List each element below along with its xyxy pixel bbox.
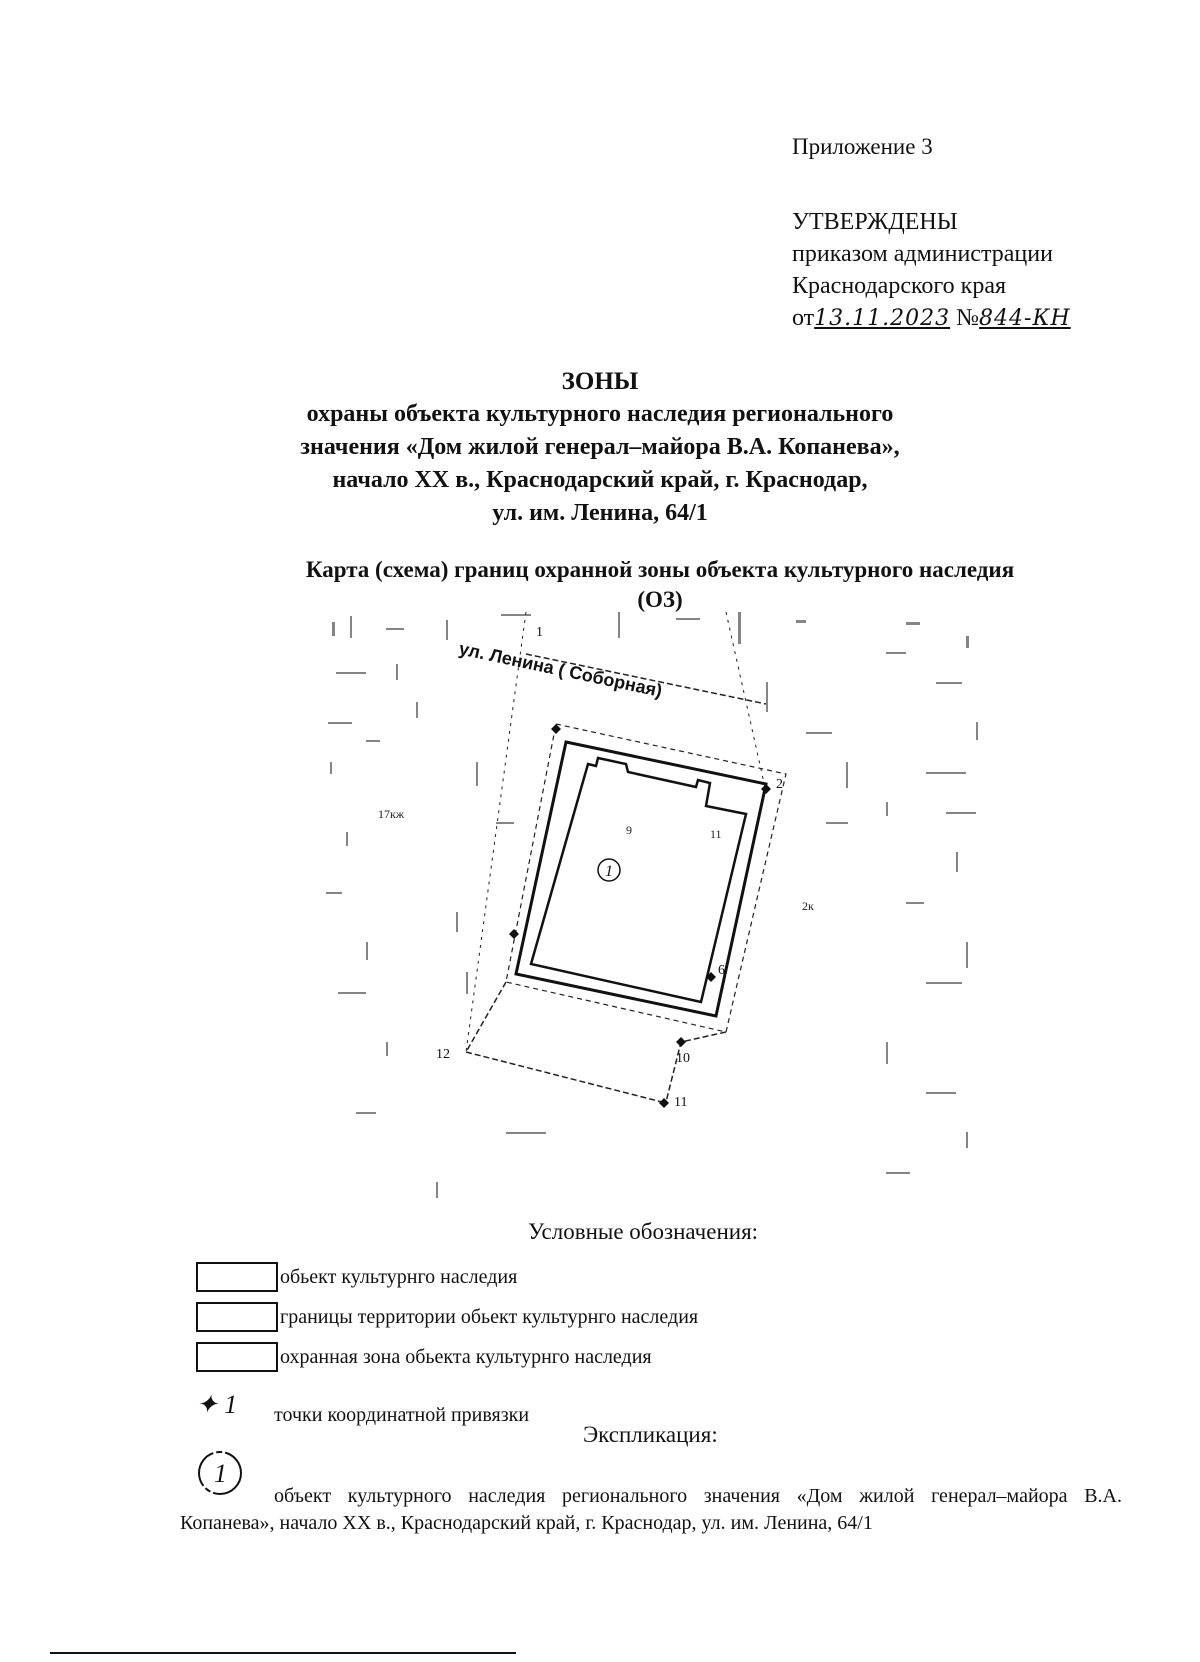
point-label-10: 10 [676,1051,690,1066]
explication-text: объект культурного наследия регионального значения «Дом жилой генерал–майора В.А. Копанева», начало XX в., Краснодарский край, г. Краснодар, ул. им. Ленина, 64/1 [180,1485,1122,1534]
title-line-4: ул. им. Ленина, 64/1 [492,500,708,526]
title-line-2: значения «Дом жилой генерал–майора В.А. Копанева», [300,434,900,460]
document-title [0,365,1200,530]
legend-label-points: точки координатной привязки [274,1404,530,1426]
legend-swatch-zone [196,1342,278,1372]
date-prefix: от [792,305,815,331]
point-label-6: 6 [718,963,725,978]
approved-line-2: Краснодарского края [792,273,1007,299]
handwritten-date: 13.11.2023 [814,306,951,331]
footer-rule [50,1652,516,1654]
street-label: ул. Ленина ( Соборная) [457,638,664,701]
coordinate-points [509,724,771,1108]
number-prefix: № [956,305,980,331]
point-symbol-icon: ✦ 1 [196,1390,238,1419]
appendix-label: Приложение 3 [792,134,933,159]
protection-zone-map [326,612,1000,1208]
approved-line-1: приказом администрации [792,241,1053,267]
explication-marker: 1 [214,1459,227,1488]
object-marker: 1 [605,863,613,880]
explication-title: Экспликация: [583,1422,718,1447]
point-label-1: 1 [536,625,543,640]
legend-label-territory: границы территории обьект культурнго наследия [280,1306,699,1328]
map-title-line-1: Карта (схема) границ охранной зоны объекта культурного наследия [305,557,1015,582]
map-title [0,555,1200,615]
block-label-2k: 2к [802,899,814,913]
block-label-17kzh: 17кж [378,807,405,821]
map-title-line-2: (ОЗ) [637,587,683,612]
legend-label-zone: охранная зона обьекта культурнго наследия [280,1346,652,1368]
legend-swatch-territory [196,1302,278,1332]
point-label-11: 11 [674,1095,688,1110]
point-label-2: 2 [776,777,783,792]
map-noise [326,612,978,1198]
block-label-9: 9 [626,823,632,837]
approval-date-line [792,302,1071,335]
handwritten-number: 844-КН [979,306,1071,331]
block-label-11: 11 [710,827,722,841]
title-line-3: начало XX в., Краснодарский край, г. Краснодар, [332,467,868,493]
legend-title: Условные обозначения: [528,1219,759,1244]
legend-swatch-object [196,1262,278,1292]
approval-block [792,206,1071,335]
title-head: ЗОНЫ [561,368,639,395]
point-label-12: 12 [436,1047,450,1062]
legend-label-object: обьект культурнго наследия [280,1266,518,1288]
approved-title: УТВЕРЖДЕНЫ [792,209,958,235]
title-line-1: охраны объекта культурного наследия регионального [306,401,894,427]
